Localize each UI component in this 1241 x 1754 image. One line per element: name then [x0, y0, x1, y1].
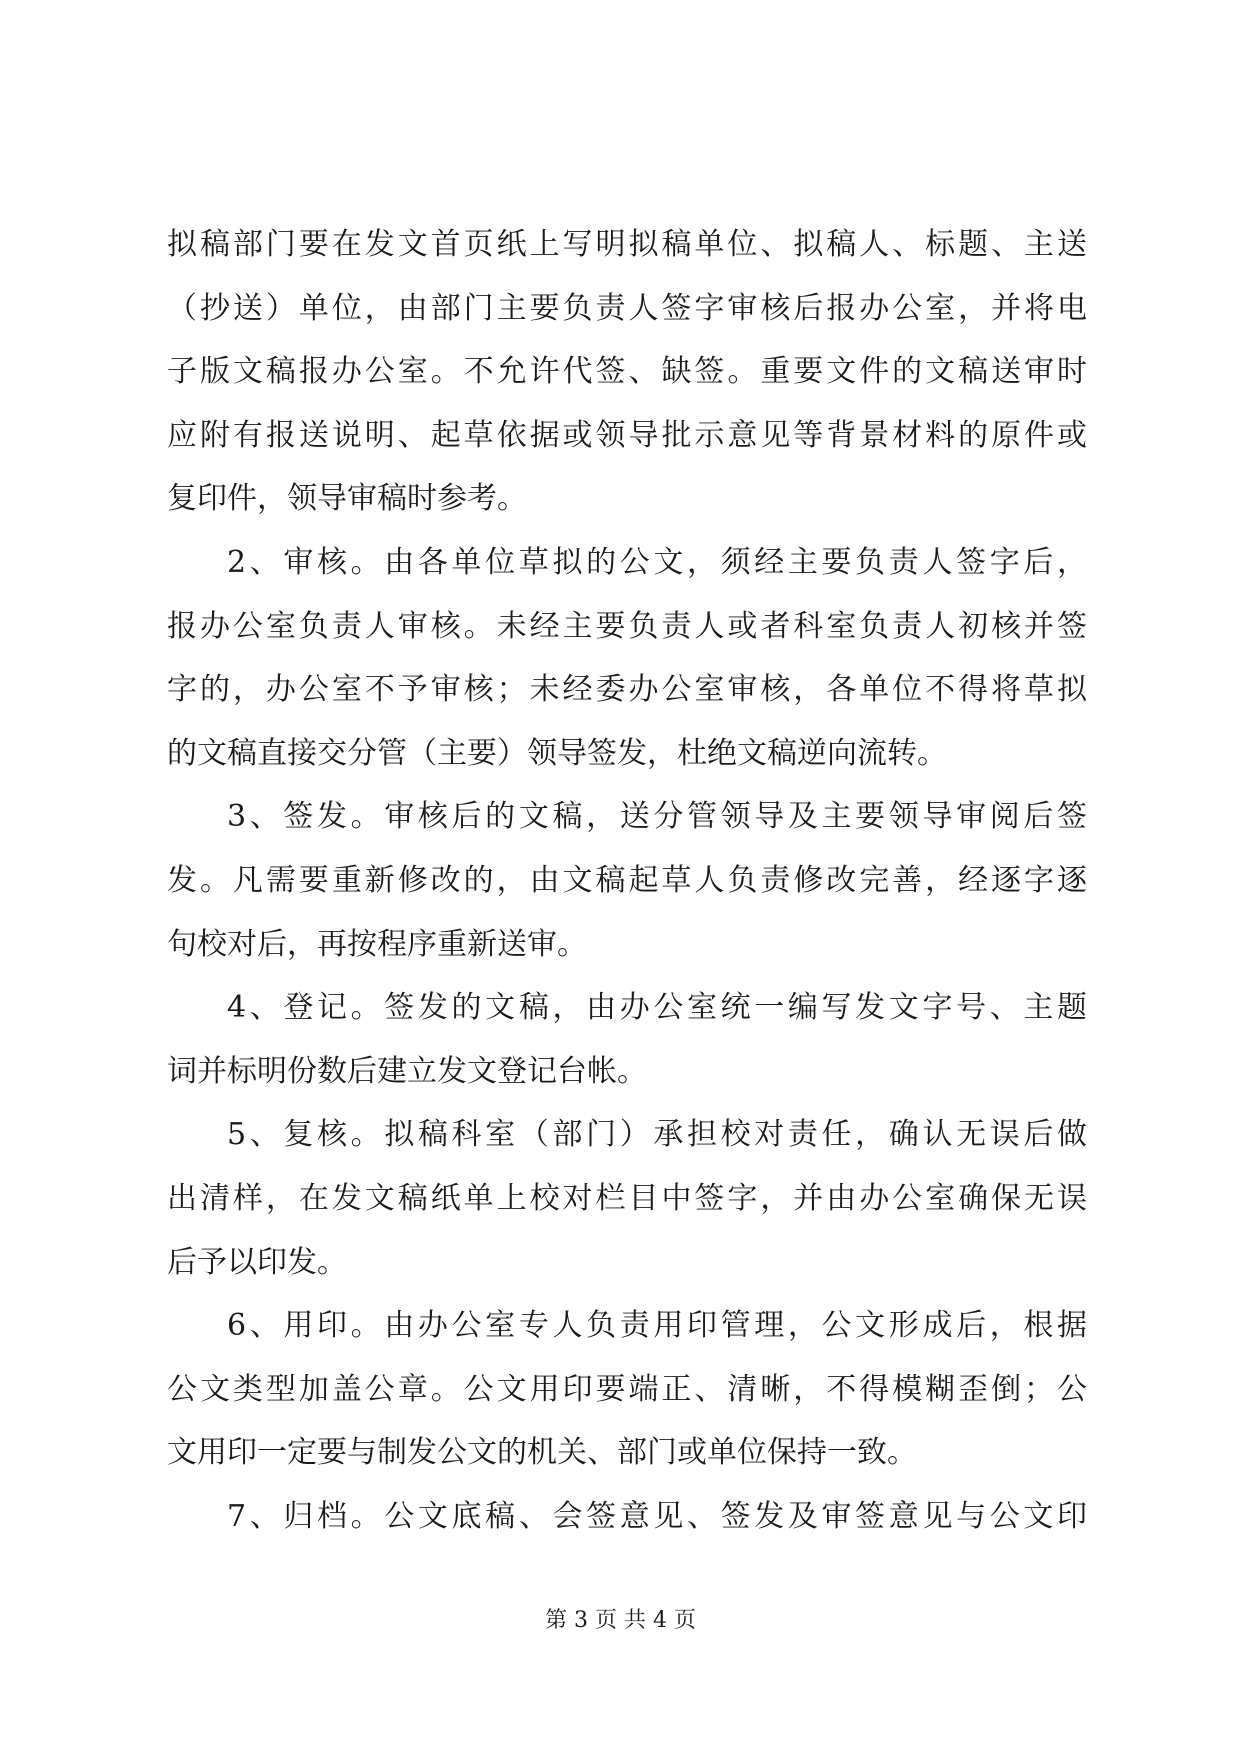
paragraph-first-line: 5、复核。拟稿科室（部门）承担校对责任，确认无误后做	[227, 1117, 1087, 1153]
text-line: 的文稿直接交分管（主要）领导签发，杜绝文稿逆向流转。	[167, 735, 947, 771]
text-line: 子版文稿报办公室。不允许代签、缺签。重要文件的文稿送审时	[167, 354, 1087, 390]
text-line: 报办公室负责人审核。未经主要负责人或者科室负责人初核并签	[167, 608, 1087, 644]
document-body	[167, 225, 1087, 1560]
paragraph-first-line: 3、签发。审核后的文稿，送分管领导及主要领导审阅后签	[227, 799, 1087, 835]
text-line: 后予以印发。	[167, 1244, 347, 1280]
text-line: 发。凡需要重新修改的，由文稿起草人负责修改完善，经逐字逐	[167, 862, 1087, 898]
text-line: （抄送）单位，由部门主要负责人签字审核后报办公室，并将电	[167, 290, 1087, 326]
text-line: 词并标明份数后建立发文登记台帐。	[167, 1053, 647, 1089]
text-line: 公文类型加盖公章。公文用印要端正、清晰，不得模糊歪倒；公	[167, 1371, 1087, 1407]
text-line: 拟稿部门要在发文首页纸上写明拟稿单位、拟稿人、标题、主送	[167, 227, 1087, 262]
paragraph-first-line: 7、归档。公文底稿、会签意见、签发及审签意见与公文印	[227, 1498, 1087, 1534]
text-line: 应附有报送说明、起草依据或领导批示意见等背景材料的原件或	[167, 417, 1087, 453]
page-number-footer: 第 3 页 共 4 页	[545, 1608, 696, 1633]
text-line: 句校对后，再按程序重新送审。	[167, 926, 587, 962]
text-line: 字的，办公室不予审核；未经委办公室审核，各单位不得将草拟	[167, 672, 1087, 708]
text-line: 复印件，领导审稿时参考。	[167, 481, 527, 517]
paragraph-first-line: 6、用印。由办公室专人负责用印管理，公文形成后，根据	[227, 1308, 1087, 1344]
text-line: 文用印一定要与制发公文的机关、部门或单位保持一致。	[167, 1435, 917, 1471]
paragraph-first-line: 4、登记。签发的文稿，由办公室统一编写发文字号、主题	[227, 990, 1087, 1026]
paragraph-first-line: 2、审核。由各单位草拟的公文，须经主要负责人签字后，	[227, 544, 1087, 580]
text-line: 出清样，在发文稿纸单上校对栏目中签字，并由办公室确保无误	[167, 1180, 1087, 1216]
